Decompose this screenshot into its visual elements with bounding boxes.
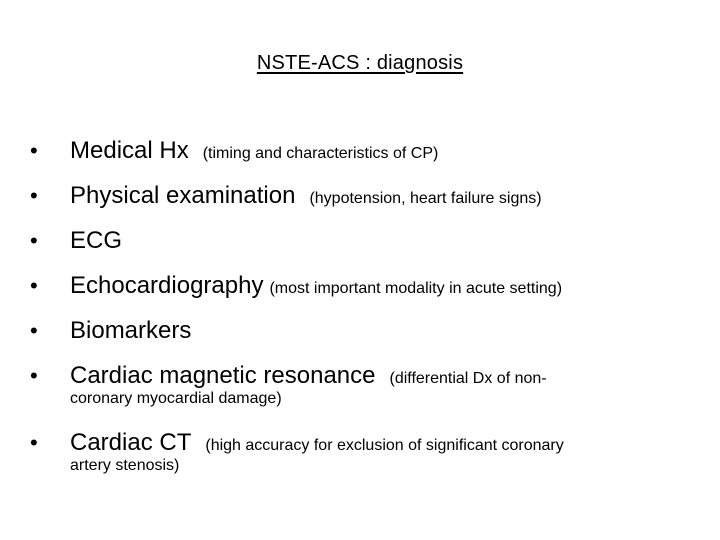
bullet-icon: • bbox=[30, 363, 38, 388]
list-item-medical-hx bbox=[28, 130, 708, 175]
list-item-cardiac-ct bbox=[28, 422, 708, 475]
item-note: (differential Dx of non- bbox=[389, 370, 547, 387]
list-item-ecg bbox=[28, 220, 708, 265]
item-label: Medical Hx bbox=[70, 137, 189, 164]
item-label: Biomarkers bbox=[70, 317, 192, 344]
list-item-biomarkers bbox=[28, 310, 708, 355]
list-item-physical-examination bbox=[28, 175, 708, 220]
item-note: (most important modality in acute setting) bbox=[269, 280, 563, 297]
slide-title: NSTE-ACS : diagnosis bbox=[256, 52, 464, 74]
item-label: Physical examination bbox=[70, 182, 296, 209]
item-note: (timing and characteristics of CP) bbox=[202, 145, 439, 162]
bullet-list bbox=[28, 130, 708, 489]
bullet-icon: • bbox=[30, 183, 38, 208]
item-label: Echocardiography bbox=[70, 272, 264, 299]
item-label: ECG bbox=[70, 227, 123, 254]
item-note: (high accuracy for exclusion of significant coronary bbox=[205, 437, 564, 454]
list-item-cardiac-mr bbox=[28, 355, 708, 408]
bullet-icon: • bbox=[30, 138, 38, 163]
item-note-continuation: coronary myocardial damage) bbox=[70, 390, 282, 407]
item-note: (hypotension, heart failure signs) bbox=[309, 190, 542, 207]
list-item-echocardiography bbox=[28, 265, 708, 310]
bullet-icon: • bbox=[30, 273, 38, 298]
bullet-icon: • bbox=[30, 228, 38, 253]
bullet-icon: • bbox=[30, 318, 38, 343]
bullet-icon: • bbox=[30, 430, 38, 455]
item-label: Cardiac magnetic resonance bbox=[70, 362, 376, 389]
item-note-continuation: artery stenosis) bbox=[70, 457, 180, 474]
item-label: Cardiac CT bbox=[70, 429, 192, 456]
